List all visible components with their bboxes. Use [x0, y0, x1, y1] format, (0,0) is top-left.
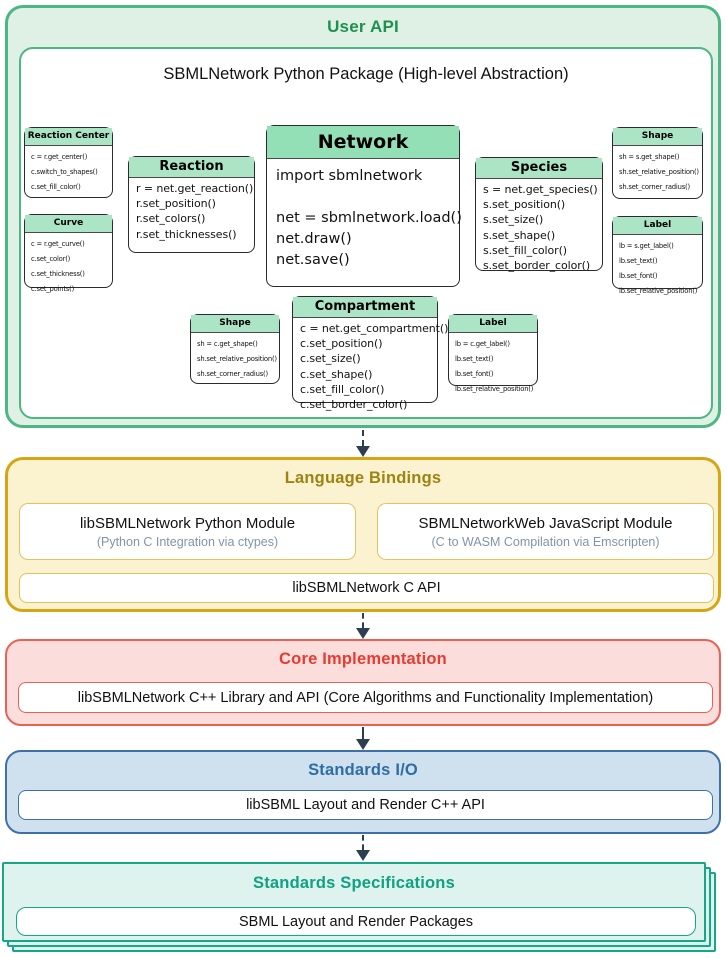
code-line: net = sbmlnetwork.load()	[276, 210, 462, 226]
code-line: lb.set_relative_position()	[619, 287, 698, 295]
box-species-shape	[612, 127, 703, 199]
box-curve-title: Curve	[25, 215, 112, 233]
python-module-subtitle: (Python C Integration via ctypes)	[96, 534, 279, 549]
code-line	[276, 187, 451, 208]
arrow-userapi-to-bindings	[351, 430, 375, 457]
box-compartment-label-title: Label	[449, 315, 537, 333]
box-species-label	[612, 216, 703, 295]
code-line: sh.set_corner_radius()	[619, 183, 690, 191]
box-compartment-code	[293, 318, 449, 414]
box-network-code	[267, 159, 462, 273]
arrow-head-icon	[356, 628, 370, 639]
code-line: c = r.get_curve()	[31, 240, 85, 248]
box-curve	[24, 214, 113, 293]
code-line: r.set_thicknesses()	[136, 227, 237, 241]
section-standards-io	[5, 750, 721, 834]
box-reaction-center	[24, 127, 113, 198]
arrow-bindings-to-core	[351, 613, 375, 639]
box-compartment-shape-title: Shape	[191, 315, 279, 333]
box-reaction	[128, 156, 255, 253]
code-line: s.set_fill_color()	[483, 243, 567, 257]
code-line: sh = c.get_shape()	[197, 340, 258, 348]
arrow-stdio-to-specs	[351, 835, 375, 861]
section-core-implementation-title: Core Implementation	[279, 650, 447, 668]
arrow-dashed-line	[362, 727, 364, 739]
arrow-core-to-stdio	[351, 727, 375, 750]
code-line: s.set_size()	[483, 213, 544, 227]
section-standards-io-title: Standards I/O	[308, 761, 418, 779]
code-line: c.set_points()	[31, 285, 75, 293]
box-species-shape-title: Shape	[613, 128, 702, 146]
code-line: s.set_position()	[483, 198, 566, 212]
code-line: c = r.get_center()	[31, 153, 88, 161]
code-line: c.set_thickness()	[31, 270, 85, 278]
box-reaction-center-title: Reaction Center	[25, 128, 112, 146]
box-network	[266, 125, 460, 287]
code-line: lb = s.get_label()	[619, 242, 674, 250]
code-line: c.set_border_color()	[300, 398, 408, 412]
code-line: lb.set_text()	[455, 355, 494, 363]
box-species-title: Species	[476, 158, 602, 179]
code-line: r = net.get_reaction()	[136, 182, 254, 195]
arrow-head-icon	[356, 850, 370, 861]
box-species-shape-code	[613, 146, 702, 197]
code-line: s.set_shape()	[483, 228, 556, 242]
code-line: c.switch_to_shapes()	[31, 168, 98, 176]
box-compartment	[292, 296, 449, 412]
section-core-implementation	[5, 639, 721, 726]
code-line: lb.set_font()	[619, 272, 658, 280]
box-species-label-title: Label	[613, 217, 702, 235]
code-line: lb.set_font()	[455, 370, 494, 378]
box-compartment-label-code	[449, 333, 537, 399]
arrow-dashed-line	[362, 430, 364, 446]
python-module-title: libSBMLNetwork Python Module	[79, 514, 296, 532]
code-line: sh.set_corner_radius()	[197, 370, 268, 378]
code-line: r.set_colors()	[136, 212, 206, 226]
arrow-dashed-line	[362, 835, 364, 850]
section-standards-specifications	[2, 862, 706, 942]
python-module-box	[19, 503, 356, 560]
code-line: lb = c.get_label()	[455, 340, 510, 348]
code-line: sh = s.get_shape()	[619, 153, 680, 161]
code-line: lb.set_relative_position()	[455, 385, 534, 393]
code-line: net.save()	[276, 252, 350, 268]
code-line: c.set_fill_color()	[300, 382, 385, 396]
box-reaction-center-code	[25, 146, 112, 197]
c-api-box: libSBMLNetwork C API	[19, 573, 714, 603]
box-compartment-shape	[190, 314, 280, 384]
section-user-api-title: User API	[327, 17, 399, 36]
box-species-label-code	[613, 235, 702, 301]
arrow-head-icon	[356, 739, 370, 750]
section-language-bindings-title: Language Bindings	[284, 469, 442, 487]
code-line: import sbmlnetwork	[276, 168, 423, 184]
javascript-module-title: SBMLNetworkWeb JavaScript Module	[418, 514, 673, 532]
code-line: c = net.get_compartment()	[300, 322, 449, 335]
javascript-module-subtitle: (C to WASM Compilation via Emscripten)	[431, 534, 660, 549]
code-line: r.set_position()	[136, 197, 216, 211]
code-line: sh.set_relative_position()	[197, 355, 277, 363]
javascript-module-box	[377, 503, 714, 560]
box-compartment-title: Compartment	[293, 297, 437, 318]
libsbml-layout-render-box: libSBML Layout and Render C++ API	[18, 790, 713, 820]
box-reaction-title: Reaction	[129, 157, 254, 178]
section-language-bindings	[5, 457, 721, 612]
box-compartment-shape-code	[191, 333, 279, 384]
box-curve-code	[25, 233, 112, 299]
code-line: c.set_size()	[300, 352, 361, 366]
box-reaction-code	[129, 178, 254, 244]
arrow-dashed-line	[362, 613, 364, 628]
section-standards-specifications-title: Standards Specifications	[253, 874, 455, 892]
arrow-head-icon	[356, 446, 370, 457]
code-line: c.set_shape()	[300, 367, 373, 381]
python-package-title: SBMLNetwork Python Package (High-level Abstraction)	[163, 65, 569, 83]
box-network-title: Network	[267, 126, 459, 159]
code-line: sh.set_relative_position()	[619, 168, 699, 176]
box-species-code	[476, 179, 602, 275]
code-line: c.set_fill_color()	[31, 183, 81, 191]
sbml-packages-box: SBML Layout and Render Packages	[16, 907, 696, 936]
code-line: s.set_border_color()	[483, 259, 591, 273]
box-compartment-label	[448, 314, 538, 393]
box-species	[475, 157, 603, 271]
code-line: net.draw()	[276, 231, 352, 247]
code-line: c.set_position()	[300, 337, 383, 351]
code-line: s = net.get_species()	[483, 183, 598, 196]
code-line: lb.set_text()	[619, 257, 658, 265]
code-line: c.set_color()	[31, 255, 71, 263]
cpp-library-box: libSBMLNetwork C++ Library and API (Core Algorithms and Functionality Implementation)	[18, 682, 713, 713]
